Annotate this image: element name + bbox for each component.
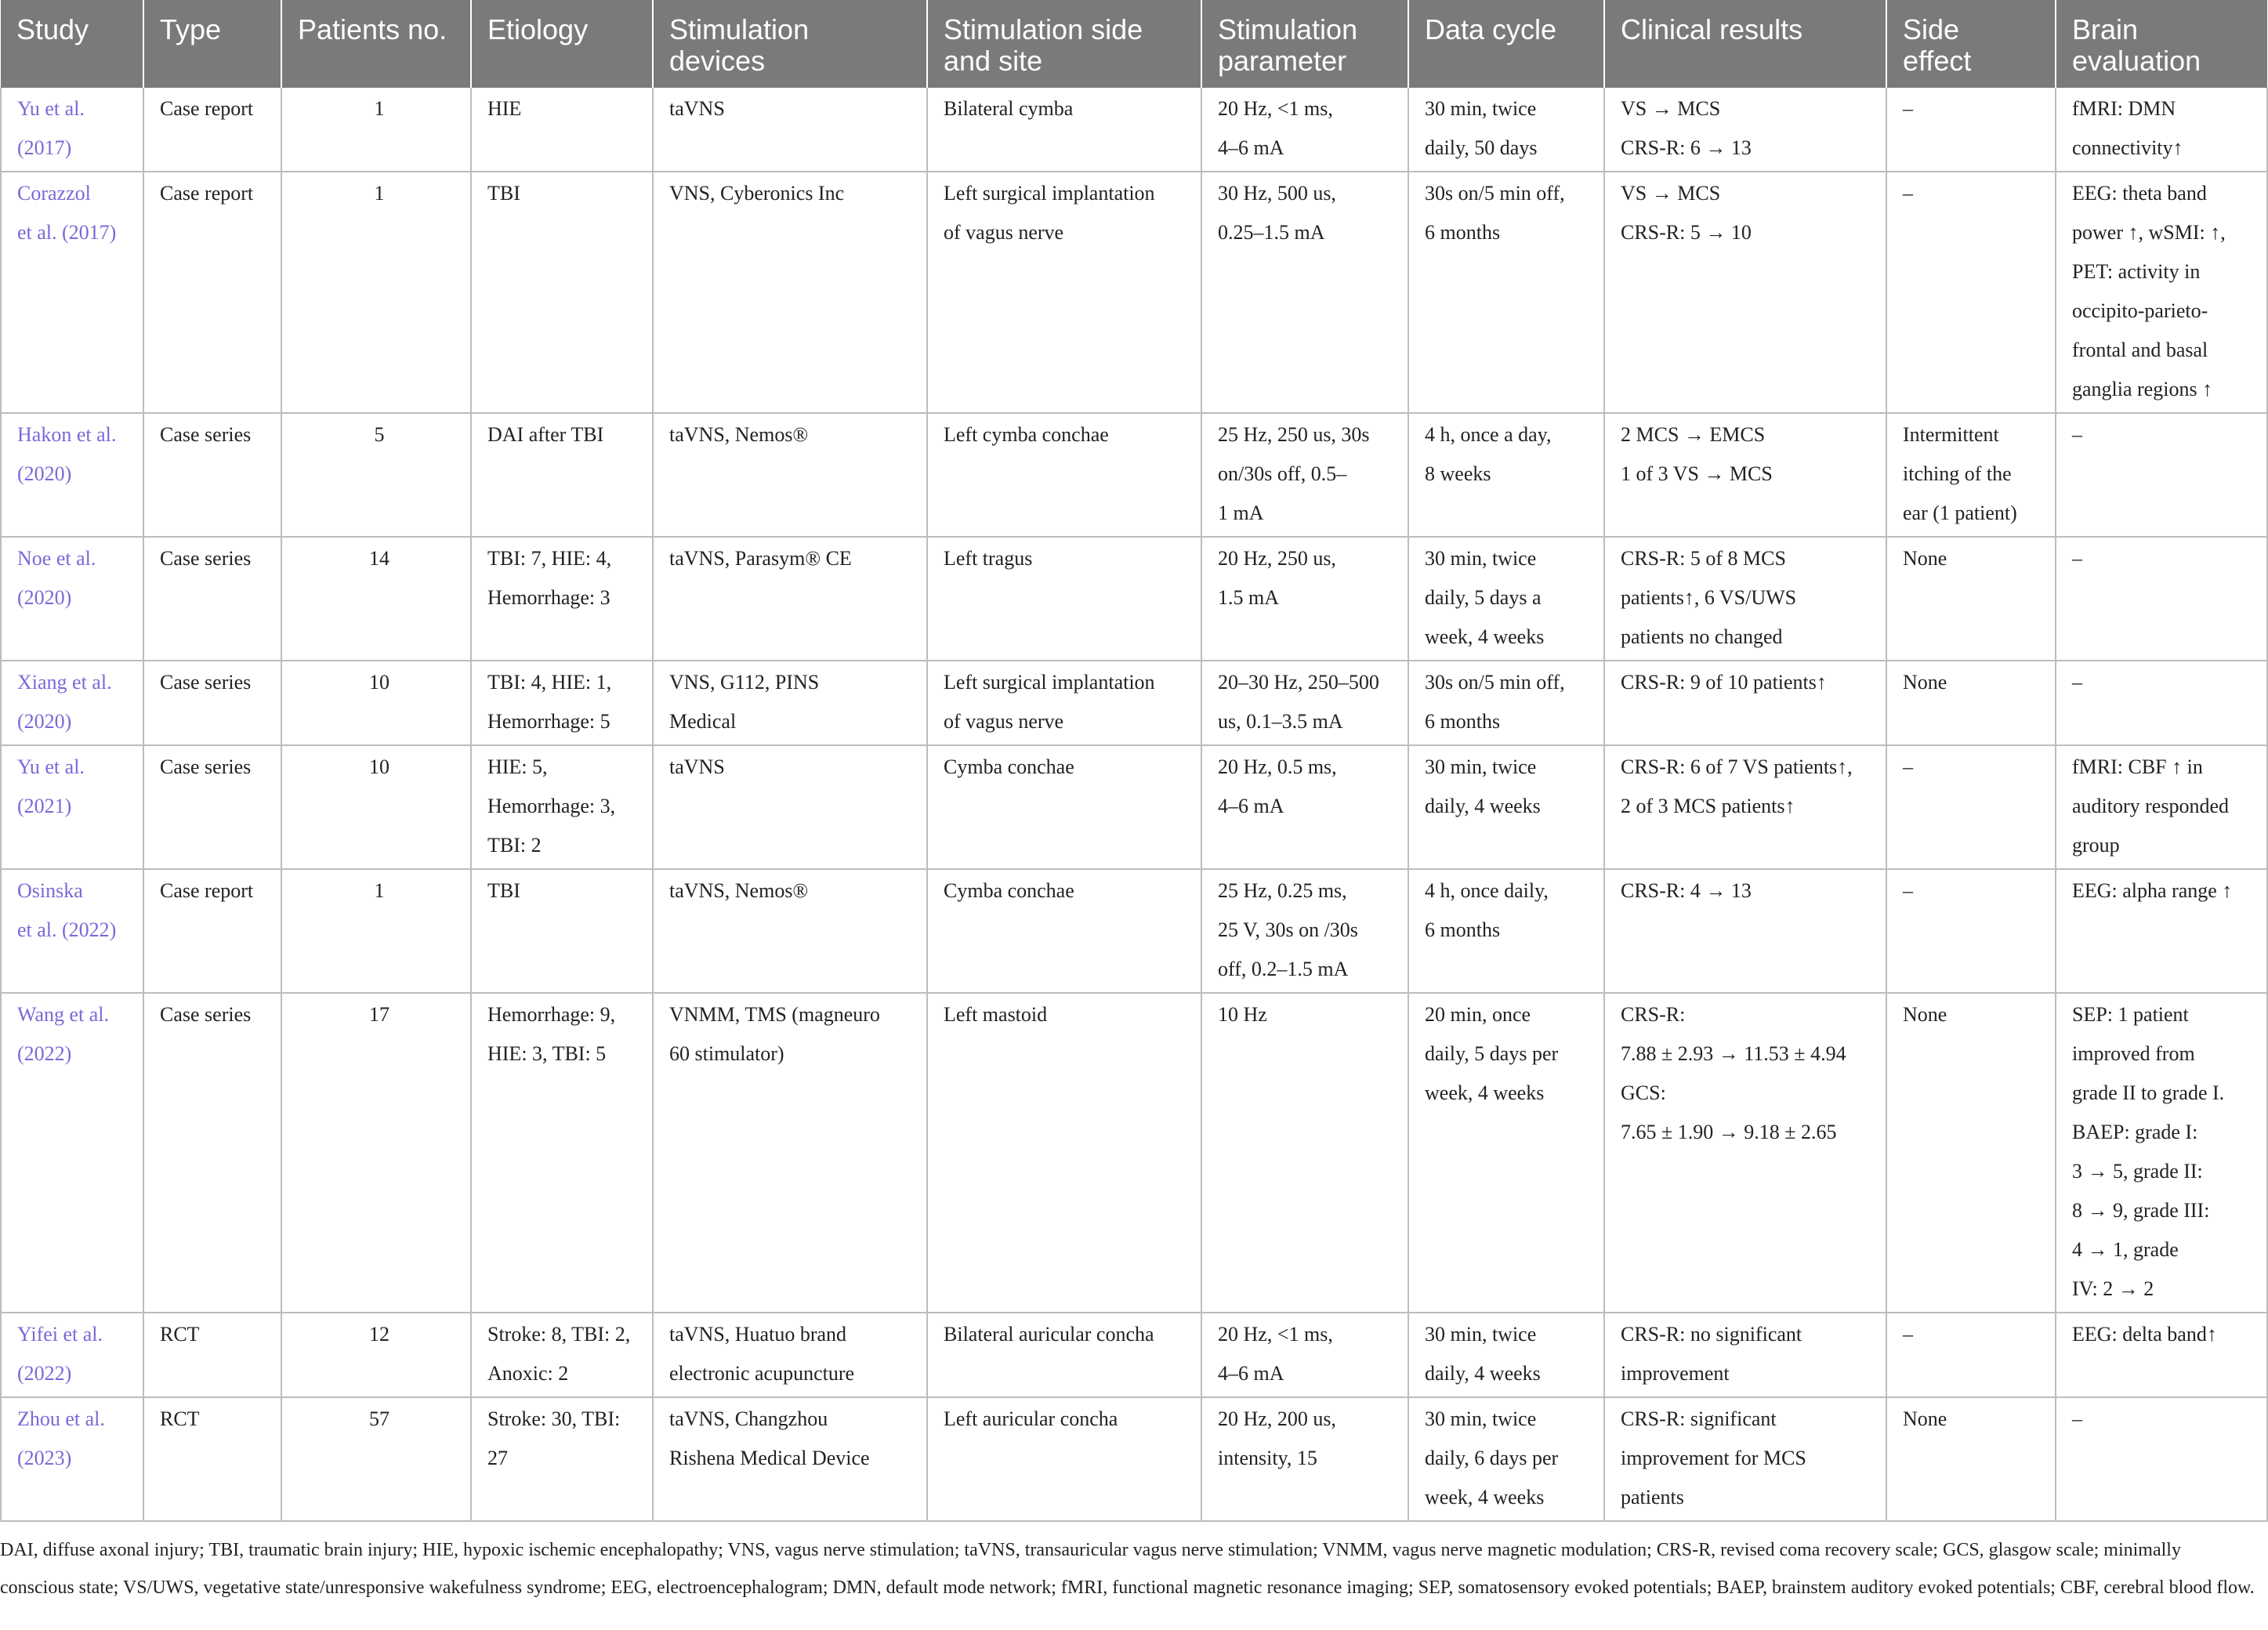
table-row [1, 661, 2267, 745]
patients-cell: 57 [281, 1397, 471, 1521]
devices-cell: VNS, G112, PINS Medical [653, 661, 927, 745]
site-cell: Left cymba conchae [927, 413, 1201, 537]
patients-cell: 1 [281, 172, 471, 413]
type-cell: Case series [143, 661, 281, 745]
type-cell: Case series [143, 413, 281, 537]
results-cell: CRS-R: 7.88 ± 2.93 → 11.53 ± 4.94 GCS: 7.65 ± 1.90 → 9.18 ± 2.65 [1604, 993, 1886, 1313]
header-cell: Study [1, 0, 143, 88]
cycle-cell: 20 min, once daily, 5 days per week, 4 weeks [1408, 993, 1604, 1313]
site-cell: Left surgical implantation of vagus nerve [927, 172, 1201, 413]
results-cell: CRS-R: 9 of 10 patients↑ [1604, 661, 1886, 745]
devices-cell: taVNS [653, 88, 927, 172]
etiology-cell: DAI after TBI [471, 413, 653, 537]
brain-eval-cell: EEG: delta band↑ [2056, 1313, 2267, 1397]
header-cell: Etiology [471, 0, 653, 88]
site-cell: Left tragus [927, 537, 1201, 661]
brain-eval-cell: SEP: 1 patient improved from grade II to grade I. BAEP: grade I: 3 → 5, grade II: 8 → 9, grade III: 4 → 1, grade IV: 2 → 2 [2056, 993, 2267, 1313]
results-cell: 2 MCS → EMCS 1 of 3 VS → MCS [1604, 413, 1886, 537]
etiology-cell: HIE [471, 88, 653, 172]
type-cell: Case report [143, 869, 281, 993]
devices-cell: taVNS, Huatuo brand electronic acupuncture [653, 1313, 927, 1397]
parameter-cell: 20 Hz, 0.5 ms, 4–6 mA [1201, 745, 1408, 869]
parameter-cell: 10 Hz [1201, 993, 1408, 1313]
table-row [1, 745, 2267, 869]
study-cell[interactable]: Zhou et al. (2023) [1, 1397, 143, 1521]
table-row [1, 88, 2267, 172]
side-effect-cell: – [1886, 88, 2056, 172]
site-cell: Left mastoid [927, 993, 1201, 1313]
brain-eval-cell: – [2056, 1397, 2267, 1521]
parameter-cell: 20 Hz, 250 us, 1.5 mA [1201, 537, 1408, 661]
site-cell: Cymba conchae [927, 745, 1201, 869]
parameter-cell: 30 Hz, 500 us, 0.25–1.5 mA [1201, 172, 1408, 413]
patients-cell: 5 [281, 413, 471, 537]
parameter-cell: 25 Hz, 250 us, 30s on/30s off, 0.5– 1 mA [1201, 413, 1408, 537]
patients-cell: 17 [281, 993, 471, 1313]
header-cell: Clinical results [1604, 0, 1886, 88]
side-effect-cell: Intermittent itching of the ear (1 patient) [1886, 413, 2056, 537]
study-cell[interactable]: Osinska et al. (2022) [1, 869, 143, 993]
etiology-cell: TBI [471, 172, 653, 413]
cycle-cell: 30 min, twice daily, 50 days [1408, 88, 1604, 172]
cycle-cell: 30s on/5 min off, 6 months [1408, 172, 1604, 413]
brain-eval-cell: EEG: alpha range ↑ [2056, 869, 2267, 993]
results-cell: CRS-R: 6 of 7 VS patients↑, 2 of 3 MCS patients↑ [1604, 745, 1886, 869]
results-cell: CRS-R: no significant improvement [1604, 1313, 1886, 1397]
side-effect-cell: – [1886, 745, 2056, 869]
table-row [1, 1397, 2267, 1521]
study-cell[interactable]: Yu et al. (2021) [1, 745, 143, 869]
brain-eval-cell: – [2056, 661, 2267, 745]
table-row [1, 413, 2267, 537]
table-row [1, 537, 2267, 661]
header-cell: Stimulation parameter [1201, 0, 1408, 88]
side-effect-cell: None [1886, 993, 2056, 1313]
header-cell: Patients no. [281, 0, 471, 88]
type-cell: RCT [143, 1313, 281, 1397]
cycle-cell: 30 min, twice daily, 6 days per week, 4 weeks [1408, 1397, 1604, 1521]
side-effect-cell: None [1886, 537, 2056, 661]
parameter-cell: 20 Hz, <1 ms, 4–6 mA [1201, 88, 1408, 172]
type-cell: RCT [143, 1397, 281, 1521]
site-cell: Left auricular concha [927, 1397, 1201, 1521]
etiology-cell: TBI: 4, HIE: 1, Hemorrhage: 5 [471, 661, 653, 745]
patients-cell: 10 [281, 661, 471, 745]
brain-eval-cell: – [2056, 537, 2267, 661]
study-cell[interactable]: Hakon et al. (2020) [1, 413, 143, 537]
table-footnote: DAI, diffuse axonal injury; TBI, traumatic brain injury; HIE, hypoxic ischemic encephalopathy; VNS, vagus nerve stimulation; taVNS, transauricular vagus nerve stimulation; VNMM, vagus nerve magnetic modulation; CRS-R, revised coma recovery scale; GCS, glasgow scale; minimally conscious state; VS/UWS, vegetative state/unresponsive wakefulness syndrome; EEG, electroencephalogram; DMN, default mode network; fMRI, functional magnetic resonance imaging; SEP, somatosensory evoked potentials; BAEP, brainstem auditory evoked potentials; CBF, cerebral blood flow. [0, 1540, 2255, 1598]
table-row [1, 172, 2267, 413]
etiology-cell: TBI [471, 869, 653, 993]
header-cell: Brain evaluation [2056, 0, 2267, 88]
table-body [1, 88, 2267, 1521]
site-cell: Left surgical implantation of vagus nerve [927, 661, 1201, 745]
header-cell: Side effect [1886, 0, 2056, 88]
site-cell: Bilateral cymba [927, 88, 1201, 172]
devices-cell: taVNS [653, 745, 927, 869]
devices-cell: taVNS, Nemos® [653, 413, 927, 537]
devices-cell: VNMM, TMS (magneuro 60 stimulator) [653, 993, 927, 1313]
header-row [1, 0, 2267, 88]
type-cell: Case report [143, 172, 281, 413]
side-effect-cell: – [1886, 172, 2056, 413]
study-cell[interactable]: Corazzol et al. (2017) [1, 172, 143, 413]
side-effect-cell: None [1886, 1397, 2056, 1521]
site-cell: Cymba conchae [927, 869, 1201, 993]
patients-cell: 1 [281, 88, 471, 172]
cycle-cell: 4 h, once a day, 8 weeks [1408, 413, 1604, 537]
etiology-cell: HIE: 5, Hemorrhage: 3, TBI: 2 [471, 745, 653, 869]
cycle-cell: 4 h, once daily, 6 months [1408, 869, 1604, 993]
devices-cell: taVNS, Nemos® [653, 869, 927, 993]
brain-eval-cell: – [2056, 413, 2267, 537]
parameter-cell: 20 Hz, <1 ms, 4–6 mA [1201, 1313, 1408, 1397]
etiology-cell: TBI: 7, HIE: 4, Hemorrhage: 3 [471, 537, 653, 661]
brain-eval-cell: fMRI: DMN connectivity↑ [2056, 88, 2267, 172]
cycle-cell: 30 min, twice daily, 4 weeks [1408, 745, 1604, 869]
etiology-cell: Hemorrhage: 9, HIE: 3, TBI: 5 [471, 993, 653, 1313]
side-effect-cell: – [1886, 869, 2056, 993]
results-cell: VS → MCS CRS-R: 5 → 10 [1604, 172, 1886, 413]
study-cell[interactable]: Yu et al. (2017) [1, 88, 143, 172]
table-row [1, 1313, 2267, 1397]
patients-cell: 10 [281, 745, 471, 869]
cycle-cell: 30s on/5 min off, 6 months [1408, 661, 1604, 745]
etiology-cell: Stroke: 8, TBI: 2, Anoxic: 2 [471, 1313, 653, 1397]
devices-cell: VNS, Cyberonics Inc [653, 172, 927, 413]
type-cell: Case series [143, 745, 281, 869]
patients-cell: 12 [281, 1313, 471, 1397]
study-cell[interactable]: Noe et al. (2020) [1, 537, 143, 661]
results-cell: CRS-R: significant improvement for MCS patients [1604, 1397, 1886, 1521]
results-cell: VS → MCS CRS-R: 6 → 13 [1604, 88, 1886, 172]
header-cell: Stimulation devices [653, 0, 927, 88]
type-cell: Case series [143, 993, 281, 1313]
parameter-cell: 20 Hz, 200 us, intensity, 15 [1201, 1397, 1408, 1521]
etiology-cell: Stroke: 30, TBI: 27 [471, 1397, 653, 1521]
brain-eval-cell: fMRI: CBF ↑ in auditory responded group [2056, 745, 2267, 869]
type-cell: Case report [143, 88, 281, 172]
brain-eval-cell: EEG: theta band power ↑, wSMI: ↑, PET: activity in occipito-parieto- frontal and basal ganglia regions ↑ [2056, 172, 2267, 413]
table-row [1, 869, 2267, 993]
patients-cell: 1 [281, 869, 471, 993]
devices-cell: taVNS, Parasym® CE [653, 537, 927, 661]
study-cell[interactable]: Yifei et al. (2022) [1, 1313, 143, 1397]
header-cell: Data cycle [1408, 0, 1604, 88]
header-cell: Type [143, 0, 281, 88]
devices-cell: taVNS, Changzhou Rishena Medical Device [653, 1397, 927, 1521]
side-effect-cell: None [1886, 661, 2056, 745]
parameter-cell: 25 Hz, 0.25 ms, 25 V, 30s on /30s off, 0.2–1.5 mA [1201, 869, 1408, 993]
header-cell: Stimulation side and site [927, 0, 1201, 88]
results-cell: CRS-R: 4 → 13 [1604, 869, 1886, 993]
patients-cell: 14 [281, 537, 471, 661]
parameter-cell: 20–30 Hz, 250–500 us, 0.1–3.5 mA [1201, 661, 1408, 745]
site-cell: Bilateral auricular concha [927, 1313, 1201, 1397]
results-cell: CRS-R: 5 of 8 MCS patients↑, 6 VS/UWS patients no changed [1604, 537, 1886, 661]
study-cell[interactable]: Xiang et al. (2020) [1, 661, 143, 745]
side-effect-cell: – [1886, 1313, 2056, 1397]
type-cell: Case series [143, 537, 281, 661]
cycle-cell: 30 min, twice daily, 4 weeks [1408, 1313, 1604, 1397]
study-cell[interactable]: Wang et al. (2022) [1, 993, 143, 1313]
cycle-cell: 30 min, twice daily, 5 days a week, 4 weeks [1408, 537, 1604, 661]
table-row [1, 993, 2267, 1313]
